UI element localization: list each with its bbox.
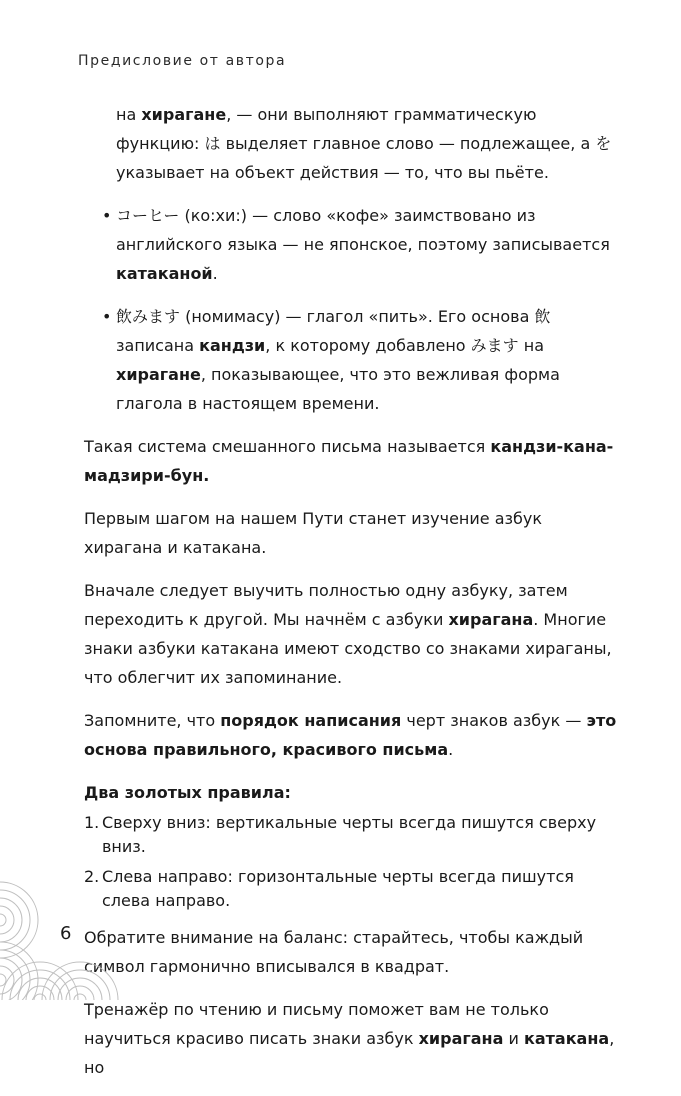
bold-text: катакана	[523, 1029, 610, 1048]
bold-text: это основа правильного, красивого письма	[84, 711, 617, 759]
text-run: , к которому добавлено みます на	[265, 336, 545, 355]
bold-text: кандзи	[199, 336, 266, 355]
bullet-dot-icon: •	[102, 206, 112, 225]
text-run: . Многие знаки азбуки катакана имеют сходство со знаками хираганы, что облегчит их запоминание.	[84, 610, 612, 687]
text-run: и	[503, 1029, 524, 1048]
bold-text: хирагане	[116, 365, 201, 384]
text-run: на	[116, 105, 142, 124]
bullet-dot-icon: •	[102, 307, 112, 326]
text-run: .	[448, 740, 454, 759]
paragraph-first-step	[84, 504, 624, 562]
paragraph-writing-system	[84, 432, 624, 490]
text-run: Вначале следует выучить полностью одну азбуку, затем переходить к другой. Мы начнём с азбуки	[84, 581, 568, 629]
text-run: Запомните, что	[84, 711, 221, 730]
bold-text: хирагана	[418, 1029, 504, 1048]
bold-text: хирагане	[141, 105, 227, 124]
bullet-item-coffee	[84, 201, 624, 288]
text-run: .	[212, 264, 218, 283]
bold-text: катаканой	[116, 264, 213, 283]
rule-item-1	[84, 811, 624, 859]
text-run: , — они выполняют грамматическую функцию: は выделяет главное слово — подлежащее, а を указывает на объект действия — то, что вы пьёте.	[116, 105, 612, 182]
rule-number: 2.	[84, 867, 100, 886]
text-run: コーヒー (ко:хи:) — слово «кофе» заимствовано из английского языка — не японское, поэтому записывается	[116, 206, 610, 254]
text-run: Тренажёр по чтению и письму поможет вам не только научиться красиво писать знаки азбук	[84, 1000, 549, 1048]
bullet-text	[116, 201, 624, 288]
bold-text: хирагана	[448, 610, 534, 629]
text-run: черт знаков азбук —	[401, 711, 587, 730]
paragraph-stroke-order	[84, 706, 624, 764]
bold-text: порядок написания	[220, 711, 402, 730]
paragraph-trainer	[84, 995, 624, 1082]
rule-text: Слева направо: горизонтальные черты всегда пишутся слева направо.	[102, 867, 574, 910]
text-run: Первым шагом на нашем Пути станет изучение азбук хирагана и катакана.	[84, 509, 543, 557]
rules-heading: Два золотых правила:	[84, 783, 291, 802]
page-body	[84, 100, 624, 1096]
bullet-text	[116, 302, 624, 418]
paragraph-learn-order	[84, 576, 624, 692]
rule-item-2	[84, 865, 624, 913]
bullet-item-nomimasu	[84, 302, 624, 418]
paragraph-balance	[84, 923, 624, 981]
running-header: Предисловие от автора	[78, 53, 287, 69]
text-run: , показывающее, что это вежливая форма глагола в настоящем времени.	[116, 365, 560, 413]
text-run: Обратите внимание на баланс: старайтесь, чтобы каждый символ гармонично вписывался в квадрат.	[84, 928, 584, 976]
bold-text: кандзи-кана-мадзири-бун.	[84, 437, 614, 485]
page-number: 6	[60, 923, 72, 944]
rule-text: Сверху вниз: вертикальные черты всегда пишутся сверху вниз.	[102, 813, 597, 856]
text-run: 飲みます (номимасу) — глагол «пить». Его основа 飲 записана	[116, 307, 551, 355]
text-run: , но	[84, 1029, 615, 1077]
text-run: Такая система смешанного письма называется	[84, 437, 491, 456]
rule-number: 1.	[84, 813, 100, 832]
continued-bullet-text	[84, 100, 624, 187]
